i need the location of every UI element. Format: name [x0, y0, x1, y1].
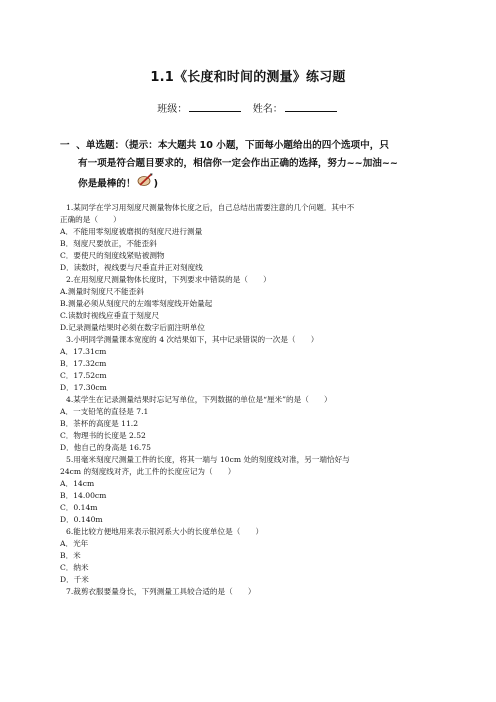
- q5-stem-line-2: 24cm 的刻度线对齐，此工件的长度应记为（ ）: [60, 467, 236, 476]
- class-label: 班级：: [157, 104, 188, 115]
- section-line-2: 有一项是符合题目要求的，相信你一定会作出正确的选择，努力~~加油~~: [78, 158, 398, 169]
- q3-option-c: C．17.52cm: [60, 371, 107, 380]
- q6-option-b: B．米: [60, 551, 81, 560]
- q2-option-d: D.记录测量结果时必须在数字后面注明单位: [60, 323, 205, 332]
- q4-stem: 4.某学生在记录测量结果时忘记写单位，下列数据的单位是“厘米”的是（ ）: [66, 395, 332, 404]
- q3-option-a: A．17.31cm: [60, 347, 107, 356]
- page-title: 1.1《长度和时间的测量》练习题: [150, 70, 346, 85]
- q6-option-d: D．千米: [60, 575, 89, 584]
- q3-option-d: D．17.30cm: [60, 383, 107, 392]
- q4-option-c: C．物理书的长度是 2.52: [60, 431, 146, 440]
- q6-option-c: C．纳米: [60, 563, 89, 572]
- q1-stem-line-1: 1.某同学在学习用刻度尺测量物体长度之后，自己总结出需要注意的几个问题．其中不: [66, 203, 355, 212]
- section-line-1: 、单选题：（提示：本大题共 10 小题，下面每小题给出的四个选项中，只: [76, 140, 389, 151]
- q1-option-c: C．要使尺的刻度线紧贴被测物: [60, 251, 165, 260]
- q3-stem: 3.小明同学测量课本宽度的 4 次结果如下，其中记录错误的一次是（ ）: [66, 335, 319, 344]
- pencil-scroll-icon: [137, 173, 153, 194]
- q2-option-c: C.读数时视线应垂直于刻度尺: [60, 311, 160, 320]
- section-line-3-end: ): [153, 178, 158, 190]
- q5-option-c: C．0.14m: [60, 503, 98, 512]
- section-heading: [60, 137, 445, 194]
- q1-option-d: D．读数时，视线要与尺垂直并正对刻度线: [60, 263, 203, 272]
- q2-option-a: A.测量时刻度尺不能歪斜: [60, 287, 144, 296]
- class-blank[interactable]: [189, 102, 241, 112]
- q4-option-b: B．茶杯的高度是 11.2: [60, 419, 139, 428]
- q1-stem-line-2: 正确的是（ ）: [60, 215, 121, 224]
- q2-option-b: B.测量必须从刻度尺的左端零刻度线开始量起: [60, 299, 213, 308]
- q4-option-d: D．他自己的身高是 16.75: [60, 443, 151, 452]
- student-info-line: [0, 100, 496, 115]
- q5-stem-line-1: 5.用毫米刻度尺测量工件的长度，将其一端与 10cm 处的刻度线对准，另一端恰好与: [66, 455, 350, 464]
- q7-stem: 7.裁剪衣服要量身长，下列测量工具较合适的是（ ）: [66, 587, 256, 596]
- q5-option-d: D．0.140m: [60, 515, 103, 524]
- q4-option-a: A．一支铅笔的直径是 7.1: [60, 407, 149, 416]
- q6-stem: 6.能比较方便地用来表示银河系大小的长度单位是（ ）: [66, 527, 264, 536]
- q3-option-b: B．17.32cm: [60, 359, 107, 368]
- q6-option-a: A．光年: [60, 539, 89, 548]
- section-number: 一: [60, 140, 70, 151]
- q1-option-a: A．不能用零刻度被磨损的刻度尺进行测量: [60, 227, 203, 236]
- section-line-3: 你是最棒的！: [78, 178, 136, 190]
- name-blank[interactable]: [285, 102, 337, 112]
- q1-option-b: B．刻度尺要放正，不能歪斜: [60, 239, 157, 248]
- q2-stem: 2.在用刻度尺测量物体长度时，下列要求中错误的是（ ）: [66, 275, 271, 284]
- name-label: 姓名：: [252, 104, 283, 115]
- q5-option-b: B．14.00cm: [60, 491, 107, 500]
- q5-option-a: A．14cm: [60, 479, 95, 488]
